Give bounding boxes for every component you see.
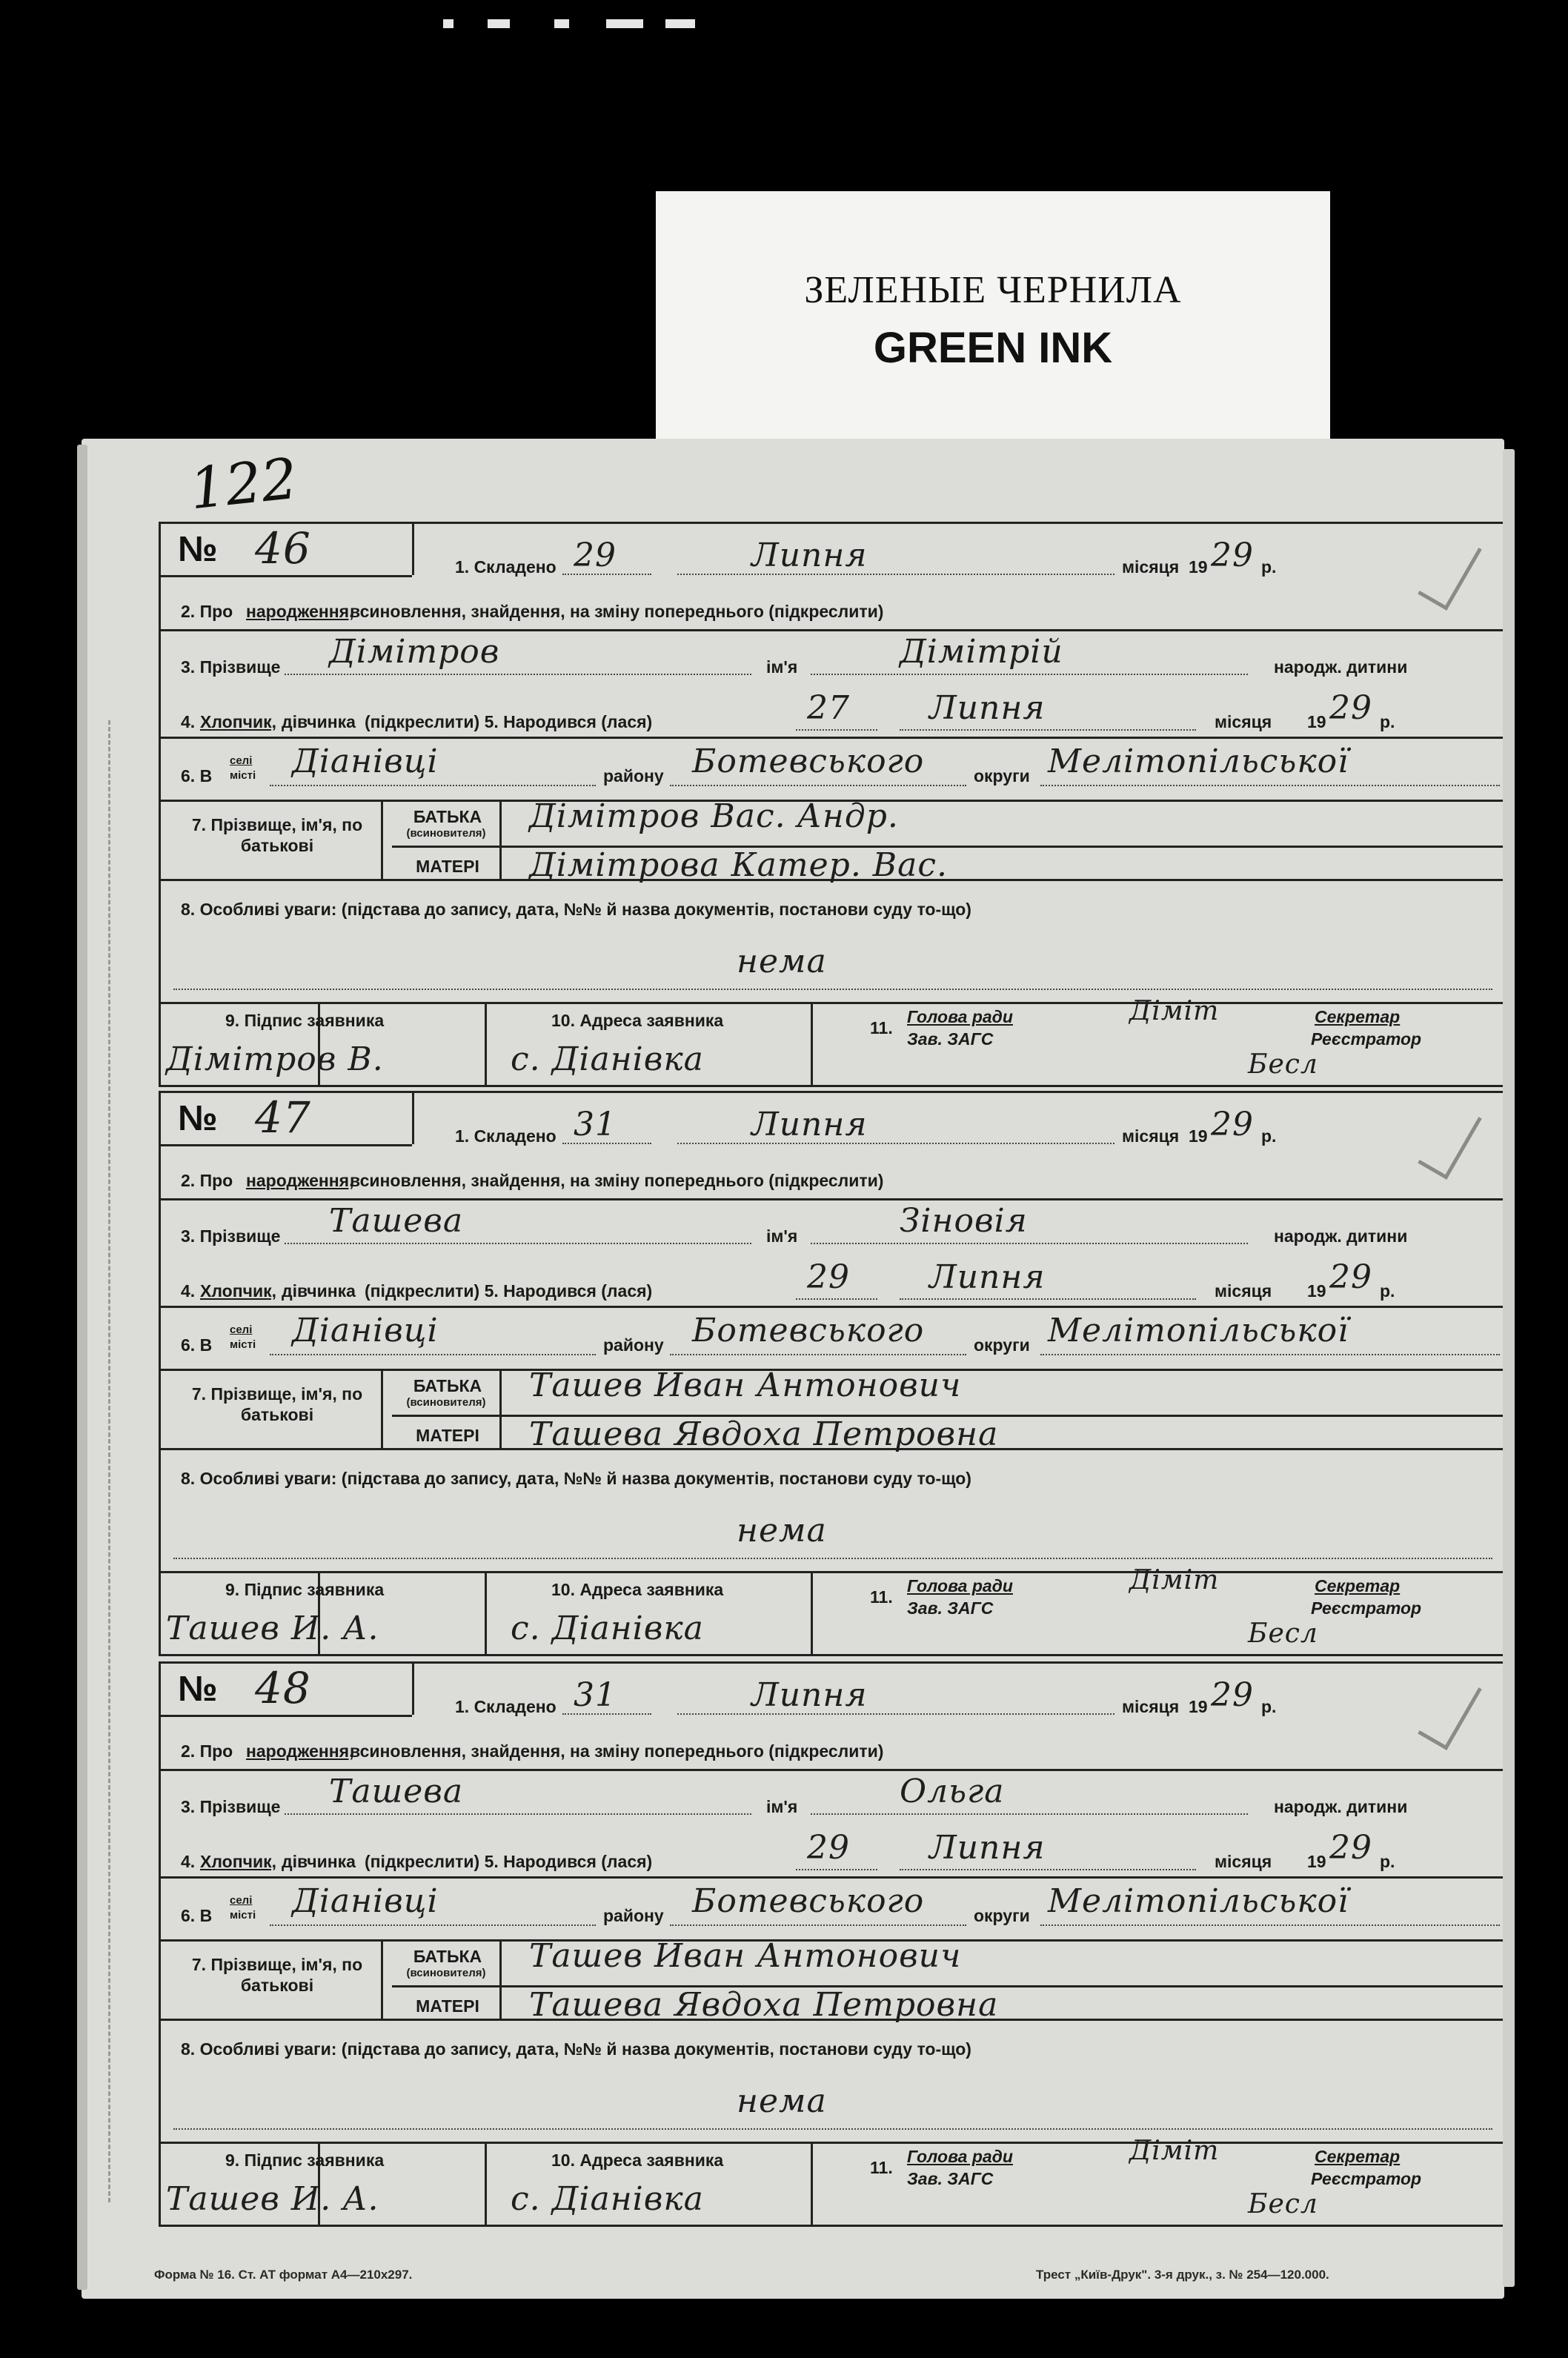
column-line [381, 800, 383, 879]
about-rest: всиновлення, знайдення, на зміну попереднього (підкреслити) [350, 1741, 884, 1761]
dotted-field [562, 574, 651, 575]
applicant-signature: Ташев И. А. [166, 1610, 379, 1647]
column-line [499, 800, 502, 879]
name-label: ім'я [766, 657, 798, 677]
column-line [159, 1661, 161, 2225]
town-option: місті [230, 1909, 256, 1922]
rule-line [159, 1198, 1509, 1200]
year-suffix: р. [1261, 1697, 1277, 1716]
notes-label: 8. Особливі уваги: (підстава до запису, дата, №№ й назва документів, постанови суду то-що) [181, 1469, 971, 1488]
pencil-check-mark [1418, 1673, 1481, 1750]
dotted-field [811, 674, 1248, 675]
rule-line [159, 737, 1509, 739]
surname-label: 3. Прізвище [181, 1226, 281, 1246]
secretary-label: Секретар [1315, 2147, 1401, 2166]
about-rest: всиновлення, знайдення, на зміну попереднього (підкреслити) [350, 1171, 884, 1190]
gender-rest: (підкреслити) 5. Народився (лася) [365, 712, 653, 731]
dotted-field [796, 1298, 877, 1300]
birth-month: Липня [929, 1829, 1046, 1867]
compiled-month: Липня [751, 537, 868, 574]
registrar-label: Реєстратор [1311, 1029, 1422, 1049]
column-line [412, 522, 414, 575]
name-label: ім'я [766, 1226, 798, 1246]
father-label: БАТЬКА [413, 1376, 482, 1395]
column-line [499, 1369, 502, 1448]
about-birth-underlined: народження, [246, 1741, 354, 1761]
village-name: Діанівці [292, 743, 439, 780]
dotted-field [562, 1143, 651, 1144]
about-birth-underlined: народження, [246, 1171, 354, 1190]
boy-underlined: Хлопчик, [200, 712, 276, 731]
dotted-field [270, 1354, 596, 1355]
okrug-label: округи [974, 766, 1030, 786]
girl-label: дівчинка [282, 1852, 356, 1871]
place-label: 6. В [181, 1335, 213, 1355]
birth-month: Липня [929, 1258, 1046, 1296]
mother-name: Ташева Явдоха Петровна [529, 1415, 999, 1453]
okrug-label: округи [974, 1335, 1030, 1355]
year-suffix: р. [1261, 1126, 1277, 1146]
adopter-label: (всиновителя) [406, 1967, 486, 1979]
month-label: місяця [1215, 1281, 1272, 1301]
applicant-signature: Дімітров В. [166, 1040, 384, 1078]
father-name: Ташев Иван Антонович [529, 1366, 962, 1404]
rule-line [159, 1085, 1509, 1087]
district-label: району [603, 1335, 664, 1355]
item-11-label: 11. [870, 1018, 893, 1037]
month-suffix-label: місяця [1122, 557, 1180, 577]
year-prefix: 19 [1189, 1126, 1208, 1146]
applicant-addr-label: 10. Адреса заявника [551, 1580, 724, 1599]
adopter-label: (всиновителя) [406, 1396, 486, 1409]
birth-year: 29 [1329, 689, 1372, 727]
dotted-field [670, 785, 966, 786]
surname: Ташева [329, 1773, 464, 1810]
dotted-field [670, 1924, 966, 1926]
about-label: 2. Про [181, 1741, 233, 1761]
parents-label: 7. Прізвище, ім'я, по батькові [191, 1384, 363, 1424]
year-prefix: 19 [1189, 557, 1208, 577]
gender-rest: (підкреслити) 5. Народився (лася) [365, 1852, 653, 1871]
column-line [1509, 1091, 1511, 1654]
dotted-field [562, 1713, 651, 1715]
village-option: селі [230, 754, 253, 767]
pencil-check-mark [1418, 533, 1481, 611]
dotted-field [811, 1813, 1248, 1815]
about-birth-underlined: народження, [246, 602, 354, 621]
zags-label: Зав. ЗАГС [907, 2169, 994, 2188]
okrug-label: округи [974, 1906, 1030, 1925]
dotted-field [1040, 785, 1500, 786]
father-label: БАТЬКА [413, 807, 482, 826]
dotted-field [173, 989, 1492, 990]
item-11-label: 11. [870, 1587, 893, 1607]
column-line [381, 1939, 383, 2019]
mother-label: МАТЕРІ [416, 1426, 479, 1445]
parents-label: 7. Прізвище, ім'я, по батькові [191, 815, 363, 855]
rule-line [159, 1002, 1509, 1004]
secretary-label: Секретар [1315, 1576, 1401, 1595]
dotted-field [670, 1354, 966, 1355]
record-number: 47 [255, 1092, 311, 1143]
birth-year-prefix: 19 [1307, 1281, 1326, 1301]
father-name: Ташев Иван Антонович [529, 1937, 962, 1975]
parents-label: 7. Прізвище, ім'я, по батькові [191, 1955, 363, 1995]
form-footer-left: Форма № 16. Ст. АТ формат А4—210х297. [154, 2268, 413, 2282]
first-name: Зіновія [900, 1202, 1028, 1240]
compiled-month: Липня [751, 1106, 868, 1143]
district-name: Ботевського [692, 1312, 925, 1349]
birth-year: 29 [1329, 1258, 1372, 1296]
birth-day: 29 [807, 1258, 850, 1296]
town-option: місті [230, 1338, 256, 1351]
notes-value: нема [737, 2082, 827, 2120]
binding-edge [108, 720, 124, 2202]
place-label: 6. В [181, 766, 213, 786]
mother-label: МАТЕРІ [416, 1996, 479, 2016]
district-label: району [603, 766, 664, 786]
head-signature: Діміт [1129, 996, 1220, 1026]
place-label: 6. В [181, 1906, 213, 1925]
rule-line [159, 2225, 1509, 2227]
compiled-day: 29 [574, 537, 617, 574]
applicant-signature: Ташев И. А. [166, 2180, 379, 2218]
name-label: ім'я [766, 1797, 798, 1816]
surname: Дімітров [329, 633, 500, 671]
record-number-label: № [178, 1099, 218, 1138]
registrar-label: Реєстратор [1311, 1598, 1422, 1618]
girl-label: дівчинка [282, 1281, 356, 1301]
birth-year-prefix: 19 [1307, 1852, 1326, 1871]
surname-label: 3. Прізвище [181, 1797, 281, 1816]
dotted-field [900, 1869, 1196, 1870]
birth-record-47 [159, 1091, 1509, 1676]
head-signature: Діміт [1129, 1565, 1220, 1595]
town-option: місті [230, 769, 256, 782]
birth-day: 29 [807, 1829, 850, 1867]
notes-value: нема [737, 943, 827, 980]
rule-line [159, 1715, 412, 1717]
rule-line [159, 1654, 1509, 1656]
head-label: Голова ради [907, 1007, 1013, 1026]
mother-name: Ташева Явдоха Петровна [529, 1986, 999, 2024]
column-line [159, 1091, 161, 1654]
adopter-label: (всиновителя) [406, 827, 486, 840]
dotted-field [796, 729, 877, 731]
dotted-field [285, 1813, 751, 1815]
dotted-field [270, 785, 596, 786]
item-11-label: 11. [870, 2158, 893, 2177]
gender-rest: (підкреслити) 5. Народився (лася) [365, 1281, 653, 1301]
district-label: району [603, 1906, 664, 1925]
head-label: Голова ради [907, 1576, 1013, 1595]
applicant-address: с. Діанівка [511, 1610, 704, 1647]
first-name: Ольга [900, 1773, 1005, 1810]
column-line [811, 1002, 813, 1085]
ink-note-russian: ЗЕЛЕНЫЕ ЧЕРНИЛА [804, 269, 1182, 311]
top-edge-marks [443, 19, 695, 28]
village-name: Діанівці [292, 1312, 439, 1349]
rule-line [159, 1571, 1509, 1573]
compiled-year: 29 [1211, 537, 1254, 574]
dotted-field [900, 729, 1196, 731]
column-line [412, 1661, 414, 1715]
notes-value: нема [737, 1512, 827, 1550]
applicant-sig-label: 9. Підпис заявника [225, 1580, 385, 1599]
rule-line [159, 1091, 1509, 1093]
village-option: селі [230, 1324, 253, 1336]
compiled-day: 31 [574, 1676, 617, 1714]
mother-label: МАТЕРІ [416, 857, 479, 876]
column-line [485, 1571, 487, 1654]
about-label: 2. Про [181, 602, 233, 621]
dotted-field [796, 1869, 877, 1870]
rule-line [159, 1876, 1509, 1879]
form-footer-right: Трест „Київ-Друк". 3-я друк., з. № 254—120.000. [1036, 2268, 1329, 2282]
head-signature: Діміт [1129, 2136, 1220, 2166]
page-number: 122 [186, 445, 301, 522]
mother-name: Дімітрова Катер. Вас. [529, 846, 948, 884]
father-name: Дімітров Вас. Андр. [529, 797, 899, 835]
dotted-field [677, 1143, 1114, 1144]
district-name: Ботевського [692, 743, 925, 780]
register-page [82, 439, 1504, 2299]
child-label: народж. дитини [1274, 1226, 1408, 1246]
dotted-field [285, 1243, 751, 1244]
dotted-field [1040, 1354, 1500, 1355]
applicant-addr-label: 10. Адреса заявника [551, 1011, 724, 1030]
dotted-field [1040, 1924, 1500, 1926]
record-number: 48 [255, 1663, 311, 1713]
zags-label: Зав. ЗАГС [907, 1598, 994, 1618]
boy-underlined: Хлопчик, [200, 1852, 276, 1871]
pencil-check-mark [1418, 1102, 1481, 1180]
dotted-field [811, 1243, 1248, 1244]
ink-note-english: GREEN INK [873, 324, 1113, 372]
dotted-field [270, 1924, 596, 1926]
record-number: 46 [255, 523, 311, 574]
month-suffix-label: місяця [1122, 1126, 1180, 1146]
column-line [499, 1939, 502, 2019]
record-number-label: № [178, 530, 218, 569]
village-option: селі [230, 1894, 253, 1907]
column-line [381, 1369, 383, 1448]
compiled-month: Липня [751, 1676, 868, 1714]
column-line [485, 2142, 487, 2225]
birth-year-suffix: р. [1380, 1281, 1395, 1301]
birth-month: Липня [929, 689, 1046, 727]
month-label: місяця [1215, 712, 1272, 731]
column-line [811, 1571, 813, 1654]
rule-line [159, 575, 412, 577]
year-prefix: 19 [1189, 1697, 1208, 1716]
rule-line [159, 1144, 412, 1146]
zags-label: Зав. ЗАГС [907, 1029, 994, 1049]
gender-num: 4. [181, 712, 196, 731]
notes-label: 8. Особливі уваги: (підстава до запису, дата, №№ й назва документів, постанови суду то-що) [181, 2039, 971, 2059]
column-line [1509, 1661, 1511, 2225]
column-line [485, 1002, 487, 1085]
child-label: народж. дитини [1274, 657, 1408, 677]
rule-line [159, 522, 1509, 524]
dotted-field [900, 1298, 1196, 1300]
birth-day: 27 [807, 689, 850, 727]
child-label: народж. дитини [1274, 1797, 1408, 1816]
compiled-label: 1. Складено [455, 1126, 557, 1146]
dotted-field [173, 1558, 1492, 1559]
record-number-label: № [178, 1670, 218, 1709]
rule-line [159, 2142, 1509, 2144]
month-label: місяця [1215, 1852, 1272, 1871]
village-name: Діанівці [292, 1882, 439, 1920]
secretary-signature: Бесл [1248, 1049, 1318, 1080]
okrug-name: Мелітопільської [1048, 1312, 1349, 1349]
birth-record-46 [159, 522, 1509, 1107]
column-line [159, 522, 161, 1085]
gender-num: 4. [181, 1281, 196, 1301]
notes-label: 8. Особливі уваги: (підстава до запису, дата, №№ й назва документів, постанови суду то-що) [181, 900, 971, 919]
okrug-name: Мелітопільської [1048, 1882, 1349, 1920]
rule-line [159, 1661, 1509, 1664]
compiled-label: 1. Складено [455, 1697, 557, 1716]
rule-line [159, 1306, 1509, 1308]
about-rest: всиновлення, знайдення, на зміну попереднього (підкреслити) [350, 602, 884, 621]
birth-record-48 [159, 1661, 1509, 2247]
column-line [1509, 522, 1511, 1085]
gender-num: 4. [181, 1852, 196, 1871]
dotted-field [285, 674, 751, 675]
rule-line [159, 629, 1509, 631]
registrar-label: Реєстратор [1311, 2169, 1422, 2188]
compiled-year: 29 [1211, 1676, 1254, 1714]
month-suffix-label: місяця [1122, 1697, 1180, 1716]
compiled-year: 29 [1211, 1106, 1254, 1143]
secretary-signature: Бесл [1248, 2189, 1318, 2219]
about-label: 2. Про [181, 1171, 233, 1190]
secretary-signature: Бесл [1248, 1618, 1318, 1649]
ink-note-card [656, 191, 1330, 445]
district-name: Ботевського [692, 1882, 925, 1920]
year-suffix: р. [1261, 557, 1277, 577]
column-line [412, 1091, 414, 1144]
birth-year-prefix: 19 [1307, 712, 1326, 731]
head-label: Голова ради [907, 2147, 1013, 2166]
rule-line [159, 1769, 1509, 1771]
applicant-address: с. Діанівка [511, 1040, 704, 1078]
compiled-label: 1. Складено [455, 557, 557, 577]
secretary-label: Секретар [1315, 1007, 1401, 1026]
applicant-addr-label: 10. Адреса заявника [551, 2151, 724, 2170]
compiled-day: 31 [574, 1106, 617, 1143]
dotted-field [173, 2128, 1492, 2130]
father-label: БАТЬКА [413, 1947, 482, 1966]
column-line [811, 2142, 813, 2225]
birth-year-suffix: р. [1380, 1852, 1395, 1871]
surname-label: 3. Прізвище [181, 657, 281, 677]
surname: Ташева [329, 1202, 464, 1240]
girl-label: дівчинка [282, 712, 356, 731]
boy-underlined: Хлопчик, [200, 1281, 276, 1301]
dotted-field [677, 1713, 1114, 1715]
applicant-sig-label: 9. Підпис заявника [225, 1011, 385, 1030]
dotted-field [677, 574, 1114, 575]
applicant-address: с. Діанівка [511, 2180, 704, 2218]
first-name: Дімітрій [900, 633, 1063, 671]
birth-year-suffix: р. [1380, 712, 1395, 731]
applicant-sig-label: 9. Підпис заявника [225, 2151, 385, 2170]
okrug-name: Мелітопільської [1048, 743, 1349, 780]
birth-year: 29 [1329, 1829, 1372, 1867]
